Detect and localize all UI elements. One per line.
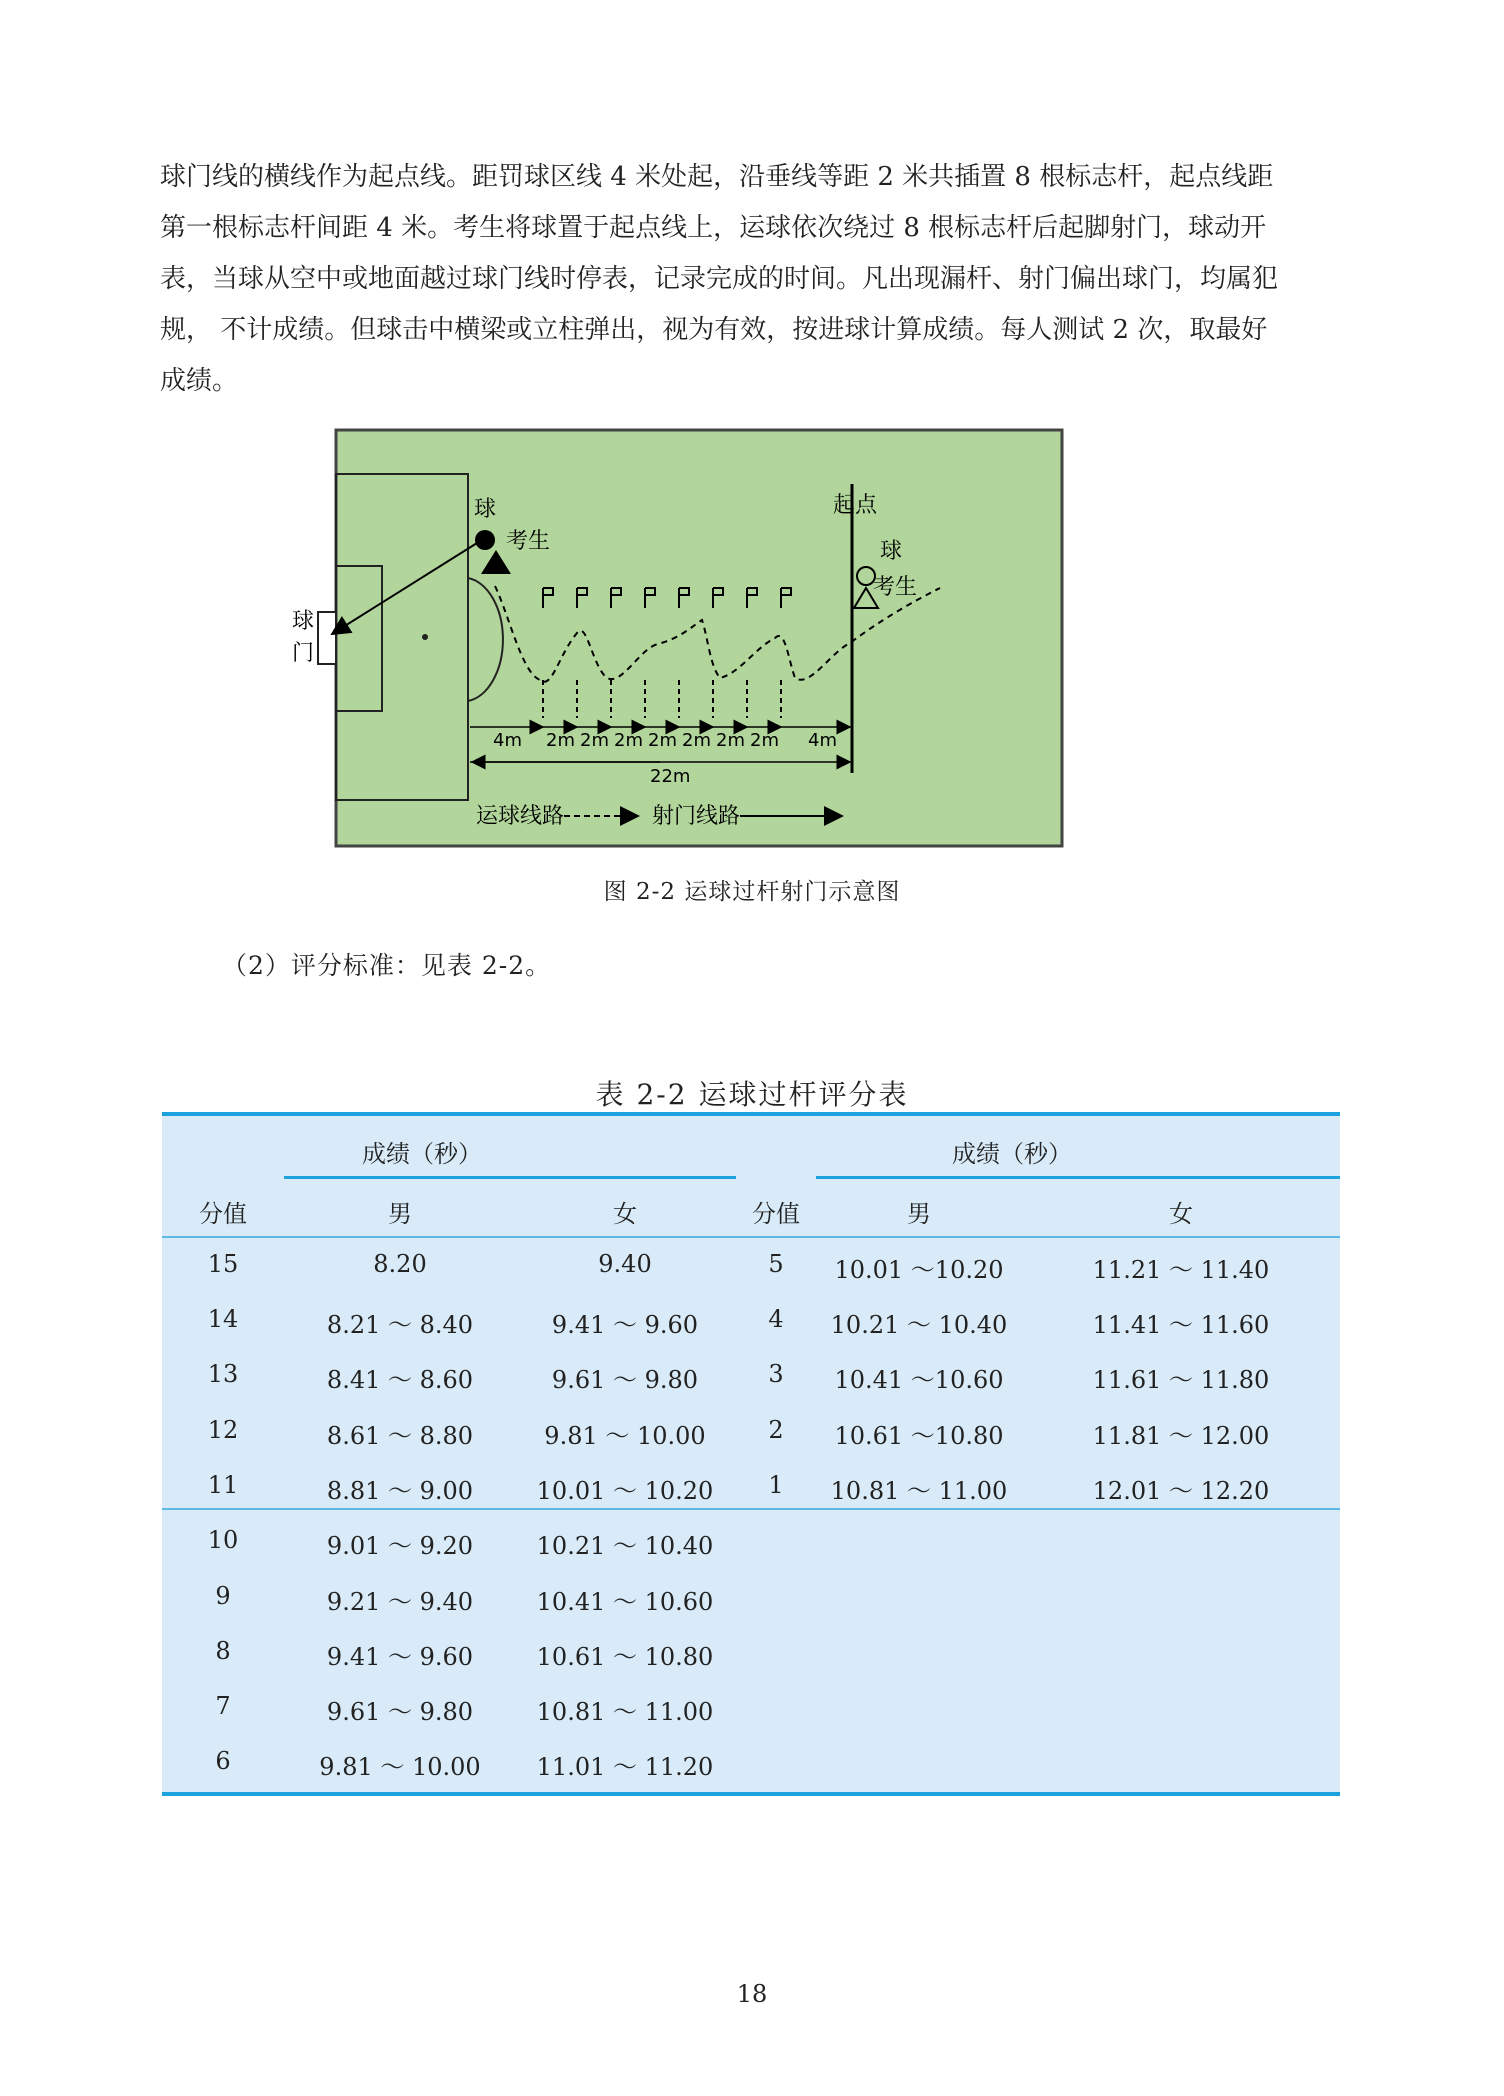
table-cell-male: 9.21 ～ 9.40 — [326, 1588, 474, 1616]
ball-label-right: 球 — [880, 539, 903, 564]
score-header-left: 分值 — [199, 1200, 247, 1228]
table-cell-male: 10.01 ～10.20 — [834, 1256, 1004, 1284]
table-cell-score: 4 — [768, 1305, 784, 1333]
header-bottom-rule — [162, 1236, 1340, 1238]
diagram-svg — [292, 428, 1100, 858]
pitch-field — [336, 430, 1062, 846]
table-cell-score: 13 — [207, 1360, 239, 1388]
group-header-right: 成绩（秒） — [952, 1140, 1072, 1168]
table-cell-score: 12 — [207, 1416, 239, 1444]
distance-label: 2m — [580, 730, 609, 751]
body-paragraph — [160, 152, 1345, 407]
criteria-text: （2）评分标准：见表 2-2。 — [222, 951, 552, 980]
table-cell-score: 2 — [768, 1416, 784, 1444]
dribbling-diagram — [292, 428, 1100, 858]
table-cell-female: 9.41 ～ 9.60 — [551, 1311, 699, 1339]
score-header-right: 分值 — [752, 1200, 800, 1228]
table-cell-score: 3 — [768, 1360, 784, 1388]
table-cell-male: 8.41 ～ 8.60 — [326, 1366, 474, 1394]
page-number: 18 — [736, 1980, 768, 2008]
table-cell-male: 9.81 ～ 10.00 — [319, 1753, 481, 1781]
table-cell-score: 5 — [768, 1250, 784, 1278]
table-cell-female: 11.41 ～ 11.60 — [1092, 1311, 1270, 1339]
table-cell-female: 10.41 ～ 10.60 — [536, 1588, 714, 1616]
table-cell-female: 11.81 ～ 12.00 — [1092, 1422, 1270, 1450]
female-header-left: 女 — [613, 1200, 637, 1228]
distance-label: 2m — [614, 730, 643, 751]
ball-icon — [475, 530, 495, 550]
table-cell-score: 15 — [207, 1250, 239, 1278]
table-cell-male: 9.01 ～ 9.20 — [326, 1532, 474, 1560]
table-cell-male: 10.61 ～10.80 — [834, 1422, 1004, 1450]
figure-caption: 图 2-2 运球过杆射门示意图 — [603, 879, 901, 905]
male-header-left: 男 — [388, 1200, 412, 1228]
penalty-spot — [422, 634, 428, 640]
paragraph-line: 成绩。 — [160, 366, 239, 396]
distance-label: 4m — [493, 730, 522, 751]
goal-box — [318, 612, 336, 664]
table-cell-female: 11.61 ～ 11.80 — [1092, 1366, 1270, 1394]
female-header-right: 女 — [1169, 1200, 1193, 1228]
ball-label-left: 球 — [474, 497, 497, 522]
table-cell-female: 10.61 ～ 10.80 — [536, 1643, 714, 1671]
student-label-left: 考生 — [506, 529, 551, 554]
table-cell-score: 10 — [207, 1526, 239, 1554]
table-cell-male: 10.81 ～ 11.00 — [830, 1477, 1008, 1505]
legend-shoot-label: 射门线路 — [652, 804, 741, 829]
table-cell-female: 11.01 ～ 11.20 — [536, 1753, 714, 1781]
table-cell-score: 8 — [215, 1637, 231, 1665]
distance-label: 2m — [682, 730, 711, 751]
table-cell-score: 11 — [207, 1471, 239, 1499]
table-cell-female: 12.01 ～ 12.20 — [1092, 1477, 1270, 1505]
table-cell-male: 9.61 ～ 9.80 — [326, 1698, 474, 1726]
table-cell-female: 9.61 ～ 9.80 — [551, 1366, 699, 1394]
table-cell-male: 10.41 ～10.60 — [834, 1366, 1004, 1394]
legend-dribble-label: 运球线路 — [476, 804, 565, 829]
score-table — [162, 1112, 1340, 1796]
table-cell-male: 8.61 ～ 8.80 — [326, 1422, 474, 1450]
distance-label: 2m — [648, 730, 677, 751]
distance-label: 2m — [546, 730, 575, 751]
total-distance-label: 22m — [650, 766, 691, 787]
table-cell-male: 10.21 ～ 10.40 — [830, 1311, 1008, 1339]
paragraph-line: 表，当球从空中或地面越过球门线时停表，记录完成的时间。凡出现漏杆、射门偏出球门，均属犯 — [160, 264, 1279, 294]
male-header-right: 男 — [907, 1200, 931, 1228]
paragraph-line: 第一根标志杆间距 4 米。考生将球置于起点线上，运球依次绕过 8 根标志杆后起脚射门，球动开 — [160, 213, 1267, 243]
table-cell-score: 9 — [215, 1582, 231, 1610]
table-cell-female: 10.81 ～ 11.00 — [536, 1698, 714, 1726]
paragraph-line: 球门线的横线作为起点线。距罚球区线 4 米处起，沿垂线等距 2 米共插置 8 根标志杆，起点线距 — [160, 162, 1274, 192]
goal-label-top: 球 — [292, 609, 315, 634]
table-cell-female: 10.21 ～ 10.40 — [536, 1532, 714, 1560]
group-rule — [162, 1508, 1340, 1510]
table-cell-score: 1 — [768, 1471, 784, 1499]
table-caption: 表 2-2 运球过杆评分表 — [595, 1078, 909, 1111]
group-header-left: 成绩（秒） — [362, 1140, 482, 1168]
distance-label: 2m — [716, 730, 745, 751]
table-cell-male: 8.20 — [373, 1250, 427, 1278]
paragraph-line: 规， 不计成绩。但球击中横梁或立柱弹出，视为有效，按进球计算成绩。每人测试 2 次，取最好 — [160, 315, 1268, 345]
table-cell-score: 7 — [215, 1692, 231, 1720]
distance-label: 4m — [808, 730, 837, 751]
table-cell-score: 6 — [215, 1747, 231, 1775]
start-label: 起点 — [833, 493, 878, 518]
distance-label: 2m — [750, 730, 779, 751]
header-rule-right — [816, 1176, 1340, 1179]
table-cell-male: 8.21 ～ 8.40 — [326, 1311, 474, 1339]
goal-label-bottom: 门 — [292, 641, 315, 666]
table-cell-female: 11.21 ～ 11.40 — [1092, 1256, 1270, 1284]
student-label-right: 考生 — [873, 575, 918, 600]
table-cell-male: 9.41 ～ 9.60 — [326, 1643, 474, 1671]
table-cell-female: 9.40 — [598, 1250, 652, 1278]
header-rule-left — [284, 1176, 736, 1179]
table-cell-female: 9.81 ～ 10.00 — [544, 1422, 706, 1450]
table-cell-male: 8.81 ～ 9.00 — [326, 1477, 474, 1505]
table-cell-score: 14 — [207, 1305, 239, 1333]
table-cell-female: 10.01 ～ 10.20 — [536, 1477, 714, 1505]
